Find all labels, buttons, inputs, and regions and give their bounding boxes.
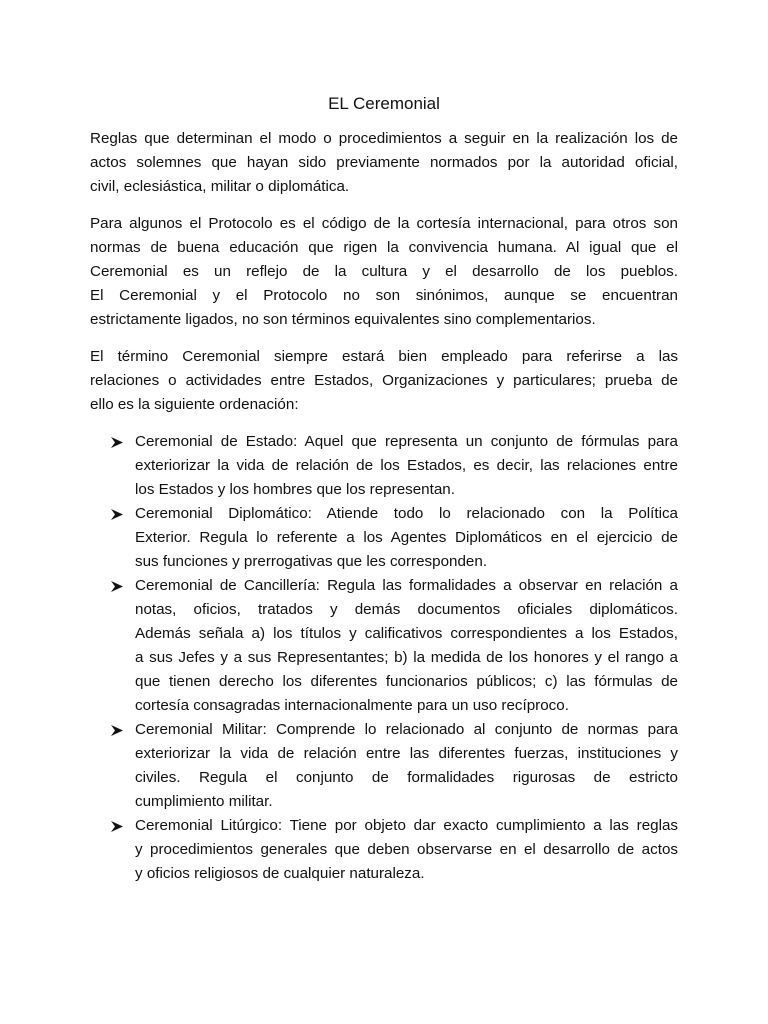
- list-item-line: Ceremonial Diplomático: Atiende todo lo relacionado con la Política: [135, 505, 678, 522]
- list-item-line: y oficios religiosos de cualquier naturaleza.: [135, 865, 425, 882]
- list-item-line: Ceremonial Litúrgico: Tiene por objeto dar exacto cumplimiento a las reglas: [135, 817, 678, 834]
- document-title: EL Ceremonial: [328, 94, 440, 113]
- list-item-line: y procedimientos generales que deben observarse en el desarrollo de actos: [135, 841, 678, 858]
- arrow-bullet-icon: [110, 508, 124, 521]
- paragraph-line: Para algunos el Protocolo es el código de la cortesía internacional, para otros son: [90, 215, 678, 232]
- paragraph-line: El término Ceremonial siempre estará bien empleado para referirse a las: [90, 348, 678, 365]
- list-item-line: exteriorizar la vida de relación de los Estados, es decir, las relaciones entre: [135, 457, 678, 474]
- list-item-line: a sus Jefes y a sus Representantes; b) la medida de los honores y el rango a: [135, 649, 678, 666]
- list-item: [90, 430, 678, 502]
- list-item-line: que tienen derecho los diferentes funcionarios públicos; c) las fórmulas de: [135, 673, 678, 690]
- list-item: [90, 574, 678, 718]
- list-item-line: civiles. Regula el conjunto de formalidades rigurosas de estricto: [135, 769, 678, 786]
- list-item-line: notas, oficios, tratados y demás documentos oficiales diplomáticos.: [135, 601, 678, 618]
- document-body: [90, 127, 678, 886]
- paragraph: [90, 212, 678, 332]
- paragraph-line: civil, eclesiástica, militar o diplomática.: [90, 178, 350, 195]
- arrow-bullet-icon: [110, 724, 124, 737]
- list-item-line: Ceremonial Militar: Comprende lo relacionado al conjunto de normas para: [135, 721, 678, 738]
- list-item: [90, 814, 678, 886]
- arrow-bullet-icon: [110, 820, 124, 833]
- paragraph-line: actos solemnes que hayan sido previamente normados por la autoridad oficial,: [90, 154, 678, 171]
- paragraph-line: estrictamente ligados, no son términos equivalentes sino complementarios.: [90, 311, 596, 328]
- list-item-line: Además señala a) los títulos y calificativos correspondientes a los Estados,: [135, 625, 678, 642]
- arrow-bullet-icon: [110, 580, 124, 593]
- paragraph-line: relaciones o actividades entre Estados, Organizaciones y particulares; prueba de: [90, 372, 678, 389]
- paragraph-line: Reglas que determinan el modo o procedimientos a seguir en la realización los de: [90, 130, 678, 147]
- paragraph-line: El Ceremonial y el Protocolo no son sinónimos, aunque se encuentran: [90, 287, 678, 304]
- ceremonial-types-list: [90, 430, 678, 886]
- paragraph-line: Ceremonial es un reflejo de la cultura y el desarrollo de los pueblos.: [90, 263, 678, 280]
- paragraph-line: ello es la siguiente ordenación:: [90, 396, 299, 413]
- paragraph: [90, 345, 678, 417]
- paragraph-line: normas de buena educación que rigen la convivencia humana. Al igual que el: [90, 239, 678, 256]
- list-item-line: Ceremonial de Cancillería: Regula las formalidades a observar en relación a: [135, 577, 678, 594]
- paragraph: [90, 127, 678, 199]
- list-item-line: cortesía consagradas internacionalmente para un uso recíproco.: [135, 697, 569, 714]
- list-item-line: exteriorizar la vida de relación entre las diferentes fuerzas, instituciones y: [135, 745, 678, 762]
- list-item-line: Exterior. Regula lo referente a los Agentes Diplomáticos en el ejercicio de: [135, 529, 678, 546]
- list-item: [90, 718, 678, 814]
- list-item-line: Ceremonial de Estado: Aquel que representa un conjunto de fórmulas para: [135, 433, 678, 450]
- list-item: [90, 502, 678, 574]
- list-item-line: los Estados y los hombres que los representan.: [135, 481, 455, 498]
- list-item-line: sus funciones y prerrogativas que les corresponden.: [135, 553, 488, 570]
- arrow-bullet-icon: [110, 436, 124, 449]
- list-item-line: cumplimiento militar.: [135, 793, 273, 810]
